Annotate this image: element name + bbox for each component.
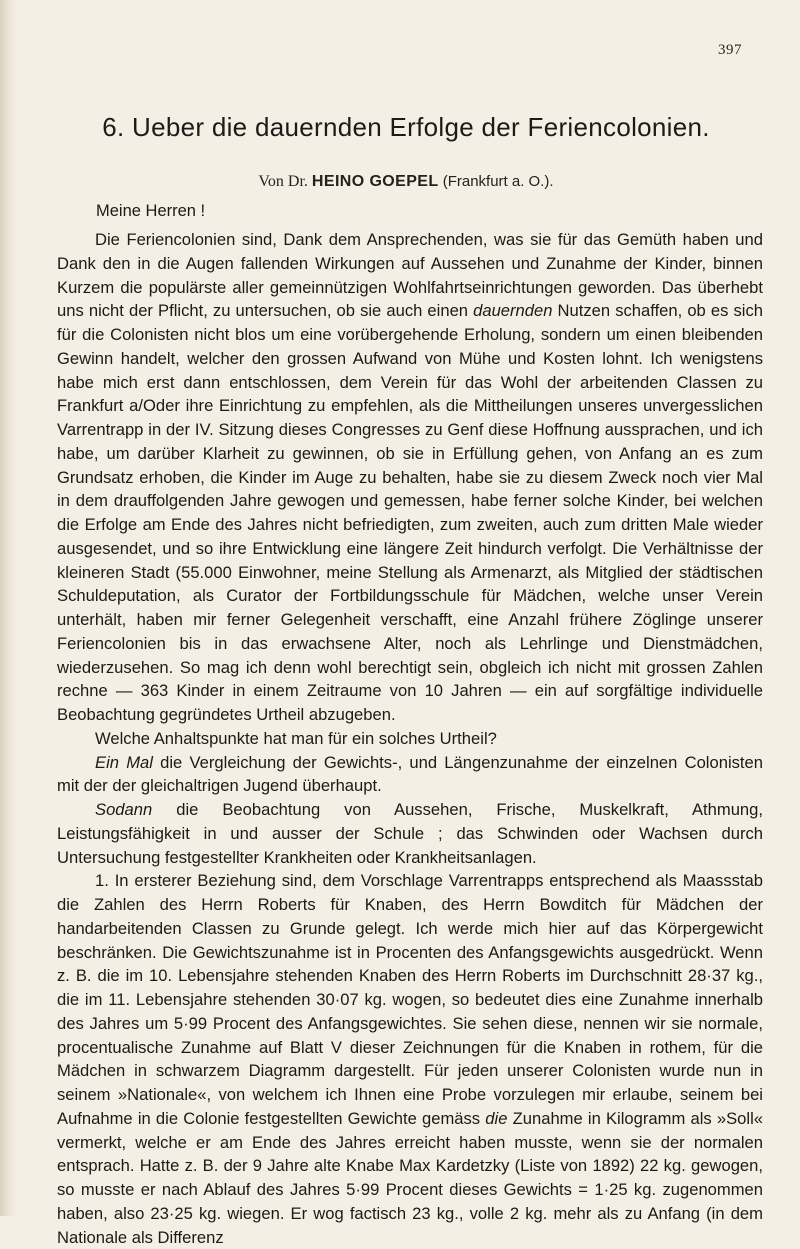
- paragraph-text: Welche Anhaltspunkte hat man für ein solches Urtheil?: [95, 728, 497, 748]
- page-binding-shadow: [0, 0, 16, 1216]
- paragraph-lead-italic: Ein Mal: [95, 752, 153, 772]
- paragraph-lead-italic: Sodann: [95, 800, 153, 819]
- paragraph-italic: die: [485, 1108, 508, 1128]
- paragraph-text: die Vergleichung der Gewichts-, und Längenzunahme der einzelnen Colonisten mit der der gleichaltrigen Jugend überhaupt.: [57, 752, 763, 796]
- paragraph-text: 1. In ersterer Beziehung sind, dem Vorschlage Varrentrapps entsprechend als Maassstab die Zahlen des Herrn Roberts für Knaben, des Herrn Bowditch für Mädchen der handarbeitenden Classen zu Grunde gelegt. Ich werde mich hier auf das Körpergewicht beschränken. Die Gewichtszunahme ist in Procenten des Anfangsgewichts ausgedrückt. Wenn z. B. die im 10. Lebensjahre stehenden Knaben des Herrn Roberts im Durchschnitt 28·37 kg., die im 11. Lebensjahre stehenden 30·07 kg. wogen, so bedeutet dies eine Zunahme innerhalb des Jahres um 5·99 Procent des Anfangsgewichtes. Sie sehen diese, nennen wir sie normale, procentualische Zunahme auf Blatt V dieser Zeichnungen für die Knaben in rothem, für die Mädchen in schwarzem Diagramm dargestellt. Für jeden unserer Colonisten wurde nun in seinem »Nationale«, von welchem ich Ihnen eine Probe vorzulegen mir erlaube, seinem bei Aufnahme in die Colonie festgestellten Gewichte gemäss: [57, 871, 763, 1128]
- body-text: [57, 228, 763, 1249]
- byline-place: (Frankfurt a. O.).: [438, 173, 554, 190]
- paragraph: [57, 228, 763, 727]
- paragraph: [57, 751, 763, 799]
- paragraph-text: Die Feriencolonien sind, Dank dem Ansprechenden, was sie für das Gemüth haben und Dank den in die Augen fallenden Wirkungen auf Aussehen und Zunahme der Kinder, binnen Kurzem die populärste aller gemeinnützigen Wohlfahrtseinrichtungen geworden. Das überhebt uns nicht der Pflicht, zu untersuchen, ob sie auch einen: [57, 230, 763, 321]
- article-title: 6. Ueber die dauernden Erfolge der Feriencolonien.: [102, 112, 710, 142]
- byline: [56, 173, 756, 191]
- page-number: 397: [718, 42, 742, 58]
- byline-author: HEINO GOEPEL: [311, 173, 439, 190]
- paragraph: [57, 869, 763, 1249]
- paragraph-text: die Beobachtung von Aussehen, Frische, Muskelkraft, Athmung, Leistungsfähigkeit in und ausser der Schule ; das Schwinden oder Wachsen durch Untersuchung festgestellter Krankheiten oder Krankheitsanlagen.: [57, 800, 763, 867]
- paragraph-text-after: Zunahme in Kilogramm als »Soll« vermerkt, welche er am Ende des Jahres erreicht haben musste, wenn sie der normalen entsprach. Hatte z. B. der 9 Jahre alte Knabe Max Kardetzky (Liste von 1892) 22 kg. gewogen, so musste er nach Ablauf des Jahres 5·99 Procent dieses Gewichts = 1·25 kg. zugenommen haben, also 23·25 kg. wiegen. Er wog factisch 23 kg., volle 2 kg. mehr als zu Anfang (in dem Nationale als Differenz: [57, 1108, 763, 1247]
- paragraph-text-after: Nutzen schaffen, ob es sich für die Colonisten nicht blos um eine vorübergehende Erholung, sondern um einen bleibenden Gewinn handelt, welcher den grossen Aufwand von Mühe und Kosten lohnt. Ich wenigstens habe mich erst dann entschlossen, dem Verein für das Wohl der arbeitenden Classen zu Frankfurt a/Oder ihre Einrichtung zu empfehlen, als die Mittheilungen unseres unvergesslichen Varrentrapp in der IV. Sitzung dieses Congresses zu Genf diese Hoffnung aussprachen, und ich habe, um darüber Klarheit zu gewinnen, ob sie in Erfüllung gehen, von Anfang an es zum Grundsatz erhoben, die Kinder im Auge zu behalten, habe sie zu diesem Zweck noch vier Mal in dem drauffolgenden Jahre gewogen und gemessen, habe ferner solche Kinder, bei welchen die Erfolge am Ende des Jahres nicht befriedigten, zum zweiten, auch zum dritten Male wieder ausgesendet, und so ihre Entwicklung eine längere Zeit hindurch verfolgt. Die Verhältnisse der kleineren Stadt (55.000 Einwohner, meine Stellung als Armenarzt, als Mitglied der städtischen Schuldeputation, als Curator der Fortbildungsschule für Mädchen, welche unser Verein unterhält, haben mir ferner Gelegenheit verschafft, eine Anzahl frühere Zöglinge unserer Feriencolonien bis in das erwachsene Alter, noch als Lehrlinge und Dienstmädchen, wiederzusehen. So mag ich denn wohl berechtigt sein, obgleich ich nicht mit grossen Zahlen rechne — 363 Kinder in einem Zeitraume von 10 Jahren — ein auf sorgfältige individuelle Beobachtung gegründetes Urtheil abzugeben.: [57, 301, 763, 724]
- salutation: Meine Herren !: [96, 202, 206, 220]
- paragraph: [57, 798, 763, 869]
- paragraph: [57, 727, 763, 751]
- paragraph-italic: dauernden: [473, 301, 553, 321]
- byline-prefix: Von Dr.: [258, 173, 312, 190]
